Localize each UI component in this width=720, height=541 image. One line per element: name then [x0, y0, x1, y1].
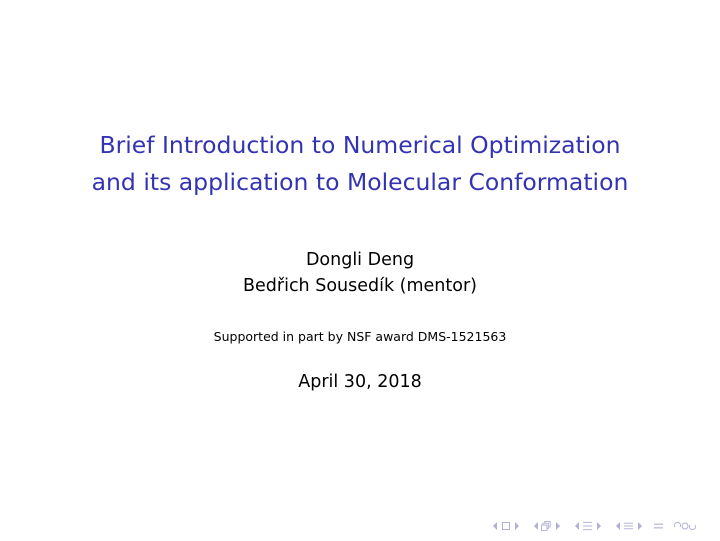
prev-section-icon[interactable] [571, 520, 582, 532]
slide-title [0, 127, 720, 201]
align-icon[interactable] [653, 520, 664, 532]
nav-align-group [653, 520, 664, 532]
author-name: Dongli Deng [305, 250, 415, 270]
next-subsection-icon[interactable] [552, 520, 563, 532]
beamer-navigation-bar [481, 519, 698, 533]
nav-frame-group [489, 520, 522, 532]
nav-section-group [571, 520, 604, 532]
nav-subsection-group [530, 520, 563, 532]
slide-icon[interactable] [623, 520, 634, 532]
subsection-icon[interactable] [541, 520, 552, 532]
prev-slide-icon[interactable] [612, 520, 623, 532]
prev-frame-icon[interactable] [489, 520, 500, 532]
search-icon[interactable] [672, 520, 698, 532]
mentor-name: Bedřich Sousedík (mentor) [243, 276, 477, 296]
next-section-icon[interactable] [593, 520, 604, 532]
title-line-2: and its application to Molecular Conformation [91, 168, 629, 196]
frame-icon[interactable] [500, 520, 511, 532]
prev-subsection-icon[interactable] [530, 520, 541, 532]
nav-search-group [672, 520, 698, 532]
section-icon[interactable] [582, 520, 593, 532]
nav-slide-group [612, 520, 645, 532]
funding-note: Supported in part by NSF award DMS-1521563 [213, 329, 507, 344]
title-line-1: Brief Introduction to Numerical Optimization [99, 131, 621, 159]
presentation-date: April 30, 2018 [298, 372, 422, 392]
next-slide-icon[interactable] [634, 520, 645, 532]
next-frame-icon[interactable] [511, 520, 522, 532]
